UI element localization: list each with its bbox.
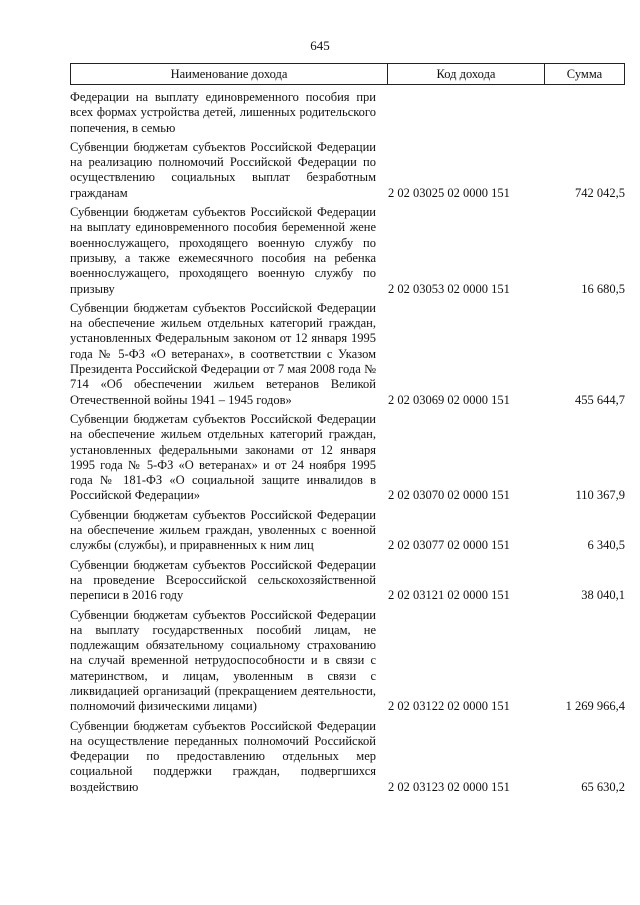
table-row — [70, 412, 625, 504]
income-name: Субвенции бюджетам субъектов Российской Федерации на выплату государственных пособий лицам, не подлежащим обязательному социальному страхованию на случай временной нетрудоспособности и в связи с материнством, и лицам, уволенным в связи с ликвидацией организаций (прекращением деятельности, полномочий физическими лицами) — [70, 607, 376, 714]
page-number: 645 — [310, 38, 330, 53]
income-sum: 38 040,1 — [581, 588, 625, 603]
header-income-name: Наименование дохода — [71, 64, 388, 84]
table-row — [70, 558, 625, 604]
table-row — [70, 719, 625, 795]
income-code: 2 02 03053 02 0000 151 — [388, 281, 510, 296]
income-sum: 742 042,5 — [575, 185, 625, 200]
income-sum: 1 269 966,4 — [565, 699, 625, 714]
income-name: Субвенции бюджетам субъектов Российской Федерации на обеспечение жильем отдельных категорий граждан, установленных Федеральным законом от 12 января 1995 года № 5-ФЗ «О ветеранах», в соответствии с Указом Президента Российской Федерации от 7 мая 2008 года № 714 «Об обеспечении жильем ветеранов Великой Отечественной войны 1941 – 1945 годов» — [70, 300, 376, 407]
income-code: 2 02 03123 02 0000 151 — [388, 779, 510, 794]
income-name: Федерации на выплату единовременного пособия при всех формах устройства детей, лишенных родительского попечения, в семью — [70, 90, 376, 135]
income-name: Субвенции бюджетам субъектов Российской Федерации на проведение Всероссийской сельскохозяйственной переписи в 2016 году — [70, 557, 376, 603]
income-code: 2 02 03077 02 0000 151 — [388, 538, 510, 553]
income-table — [70, 63, 625, 799]
table-row — [70, 301, 625, 408]
income-sum: 110 367,9 — [575, 488, 625, 503]
header-sum: Сумма — [566, 66, 603, 81]
table-header — [70, 63, 625, 85]
table-row — [70, 140, 625, 201]
table-row — [70, 205, 625, 297]
income-code: 2 02 03121 02 0000 151 — [388, 588, 510, 603]
income-name: Субвенции бюджетам субъектов Российской Федерации на осуществление переданных полномочий Российской Федерации по предоставлению отдельных мер социальной поддержки граждан, подвергшихся воздействию — [70, 718, 376, 794]
income-code: 2 02 03070 02 0000 151 — [388, 488, 510, 503]
income-sum: 6 340,5 — [587, 538, 625, 553]
income-sum: 16 680,5 — [581, 281, 625, 296]
income-name: Субвенции бюджетам субъектов Российской Федерации на выплату единовременного пособия беременной жене военнослужащего, проходящего военную службу по призыву, а также ежемесячного пособия на ребенка военнослужащего, проходящего военную службу по призыву — [70, 205, 376, 296]
income-code: 2 02 03025 02 0000 151 — [388, 185, 510, 200]
income-name: Субвенции бюджетам субъектов Российской Федерации на обеспечение жильем отдельных категорий граждан, установленных федеральными законами от 12 января 1995 года № 5-ФЗ «О ветеранах» и от 24 ноября 1995 года № 181-ФЗ «О социальной защите инвалидов в Российской Федерации» — [70, 411, 376, 503]
income-sum: 455 644,7 — [575, 392, 625, 407]
income-name: Субвенции бюджетам субъектов Российской Федерации на обеспечение жильем граждан, уволенных с военной службы (службы), и приравненных к ним лиц — [70, 507, 376, 553]
income-code: 2 02 03122 02 0000 151 — [388, 699, 510, 714]
table-row — [70, 608, 625, 715]
income-name: Субвенции бюджетам субъектов Российской Федерации на реализацию полномочий Российской Федерации по осуществлению социальных выплат безработным гражданам — [70, 139, 376, 200]
table-body — [70, 90, 625, 795]
header-income-code: Код дохода — [388, 64, 545, 84]
income-code: 2 02 03069 02 0000 151 — [388, 392, 510, 407]
table-row — [70, 90, 625, 136]
table-row — [70, 508, 625, 554]
income-sum: 65 630,2 — [581, 779, 625, 794]
